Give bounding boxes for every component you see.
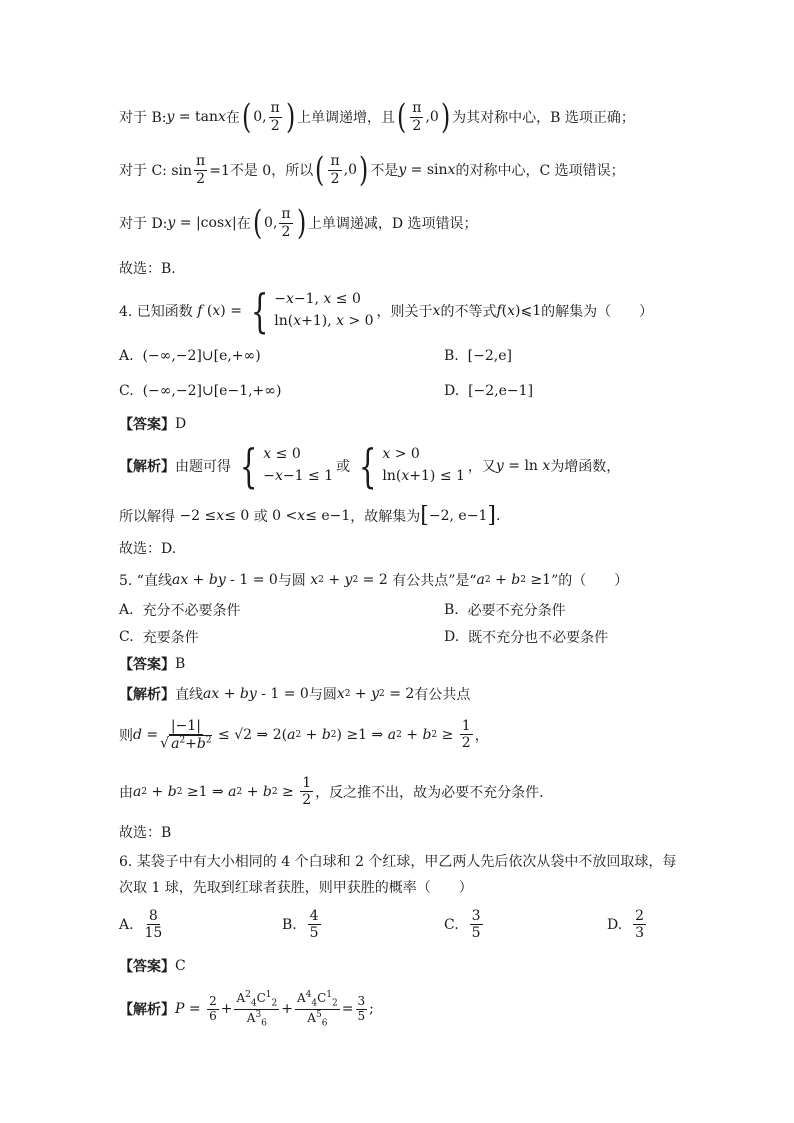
text: 则 bbox=[119, 727, 133, 744]
q4-solution: 所以解得 −2 ≤ x ≤ 0 或 0 < x ≤ e−1 ，故解集为 [ −2, e−1 ] . bbox=[119, 503, 501, 528]
answer-value: B bbox=[175, 656, 186, 672]
text: ，则关于 bbox=[376, 304, 433, 320]
text: 与圆 bbox=[277, 573, 306, 589]
q6-option-d: D. $\frac{2}{3}$ bbox=[607, 908, 645, 942]
text: 的不等式 bbox=[440, 304, 497, 320]
text: 上单调递减，D 选项错误； bbox=[307, 216, 478, 232]
question-4: 4. 已知函数 f ( x ) = { −x−1, x ≤ 0 ln(x+1), x > 0 ，则关于 x 的不等式 f ( x )⩽1 的解集为（ ） bbox=[119, 284, 654, 338]
line-option-b-analysis: 对于 B: y = tan x 在 ( 0, $\frac{\pi}{2}$ ) 上单调递增，且 ( $\frac{\pi}{2}$ ,0 ) 为其对称中心，B 选项正确； bbox=[119, 97, 635, 137]
text: 由 bbox=[119, 784, 133, 801]
q4-analysis: 【解析】 由题可得 { x ≤ 0 −x−1 ≤ 1 或 { x > 0 ln(x+1) ≤ 1 ，又 y = ln x 为增函数， bbox=[119, 439, 621, 493]
q5-option-a: A. 充分不必要条件 bbox=[119, 602, 241, 619]
text: 所以解得 bbox=[119, 509, 175, 525]
q4-option-d: D. [−2,e−1] bbox=[444, 383, 534, 399]
q5-analysis: 【解析】 直线 ax + by - 1 = 0 与圆 x 2 + y 2 = 2 有公共点 bbox=[119, 686, 471, 703]
text: 在 bbox=[225, 110, 240, 126]
text: 不是 bbox=[370, 163, 399, 179]
q6-option-c: C. $\frac{3}{5}$ bbox=[444, 908, 481, 942]
q5-option-c: C. 充要条件 bbox=[119, 629, 199, 646]
text: 故选：B. bbox=[119, 261, 176, 277]
text: 对于 D: bbox=[119, 216, 168, 232]
q4-option-a: A. (−∞,−2]∪[e,+∞) bbox=[119, 348, 261, 364]
text: 或 bbox=[253, 509, 268, 525]
question-6-stem: 6. 某袋子中有大小相同的 4 个白球和 2 个红球，甲乙两人先后依次从袋中不放回取球，每 bbox=[119, 854, 677, 870]
choose-d-line bbox=[119, 538, 176, 558]
choose-b2-line bbox=[119, 822, 171, 842]
answer-value: D bbox=[175, 416, 187, 432]
q5-derivation: 则 d = $\frac{|-1|}{√ a^2+b^2}$ ≤ √2 ⇒ 2( a 2 + b 2 ) ≥1 ⇒ a 2 + b 2 ≥ $\frac{1}{2}$ ， bbox=[119, 718, 489, 752]
text: 直线 bbox=[175, 687, 203, 703]
question-5: 5. “直线 ax + by - 1 = 0 与圆 x 2 + y 2 = 2 有公共点”是“ a 2 + b 2 ≥1 ”的（ ） bbox=[119, 572, 629, 589]
q5-option-b: B. 必要不充分条件 bbox=[444, 602, 566, 619]
text: ”的（ ） bbox=[551, 573, 629, 589]
analysis-label: 【解析】 bbox=[119, 1002, 175, 1019]
text: 有公共点 bbox=[414, 687, 471, 703]
answer-label: 【答案】 bbox=[119, 657, 175, 673]
text: 的对称中心，C 选项错误； bbox=[455, 163, 625, 179]
text: 在 bbox=[236, 216, 251, 232]
q5-option-d: D. 既不充分也不必要条件 bbox=[444, 629, 609, 646]
question-6-stem-cont: 次取 1 球，先取到红球者获胜，则甲获胜的概率（ ） bbox=[119, 880, 473, 896]
text: 对于 C: sin bbox=[119, 163, 193, 179]
text: 有公共点”是“ bbox=[392, 573, 477, 589]
text: 为其对称中心，B 选项正确； bbox=[452, 110, 635, 126]
question-6-line2 bbox=[119, 877, 473, 897]
question-5-stem: 5. “直线 bbox=[119, 573, 172, 589]
text: 对于 B: bbox=[119, 110, 167, 126]
answer-label: 【答案】 bbox=[119, 959, 175, 975]
q6-analysis: 【解析】 P = $\frac{2}{6}$ + $\frac{A^2_4C^1_2}{A^3_6}$ + $\frac{A^4_4C^1_2}{A^5_6}$ = $\frac{3}{5}$ ; bbox=[119, 990, 374, 1029]
q5-conclusion: 由 a 2 + b 2 ≥1 ⇒ a 2 + b 2 ≥ $\frac{1}{2}$ ，反之推不出，故为必要不充分条件. bbox=[119, 775, 544, 809]
answer-label: 【答案】 bbox=[119, 417, 175, 433]
text: 故选：B bbox=[119, 825, 172, 841]
text: 与圆 bbox=[308, 687, 337, 703]
analysis-label: 【解析】 bbox=[119, 459, 175, 475]
q5-answer bbox=[119, 654, 185, 674]
text: 或 bbox=[336, 459, 351, 475]
text: 故选：D. bbox=[119, 541, 177, 557]
distance-fraction: $\frac{|-1|}{√ a^2+b^2}$ bbox=[160, 718, 212, 752]
q6-answer bbox=[119, 956, 186, 976]
piecewise-function: { −x−1, x ≤ 0 ln(x+1), x > 0 bbox=[250, 284, 374, 338]
q4-option-b: B. [−2,e] bbox=[444, 348, 512, 364]
analysis-label: 【解析】 bbox=[119, 687, 175, 703]
choose-b-line bbox=[119, 258, 176, 278]
q6-option-b: B. $\frac{4}{5}$ bbox=[282, 908, 319, 942]
text: ，故解集为 bbox=[350, 509, 421, 525]
text: 由题可得 bbox=[175, 459, 231, 475]
text: 的解集为（ ） bbox=[541, 304, 654, 320]
question-4-stem: 4. 已知函数 bbox=[119, 304, 193, 320]
line-option-d-analysis: 对于 D: y = |cos x | 在 ( 0, $\frac{\pi}{2}$ ) 上单调递减，D 选项错误； bbox=[119, 203, 478, 243]
question-6-line1 bbox=[119, 851, 676, 871]
answer-value: C bbox=[175, 958, 186, 974]
q6-option-a: A. $\frac{8}{15}$ bbox=[119, 908, 163, 942]
q4-answer bbox=[119, 414, 186, 434]
q4-option-c: C. (−∞,−2]∪[e−1,+∞) bbox=[119, 383, 282, 399]
text: ，又 bbox=[467, 459, 496, 475]
text: 上单调递增，且 bbox=[297, 110, 396, 126]
text: =1不是 0，所以 bbox=[209, 163, 314, 179]
text: 为增函数， bbox=[550, 459, 621, 475]
text: ，反之推不出，故为必要不充分条件. bbox=[315, 784, 544, 801]
line-option-c-analysis: 对于 C: sin $\frac{\pi}{2}$ =1不是 0，所以 ( $\frac{\pi}{2}$ ,0 ) 不是 y = sin x 的对称中心，C 选项错误； bbox=[119, 150, 625, 190]
